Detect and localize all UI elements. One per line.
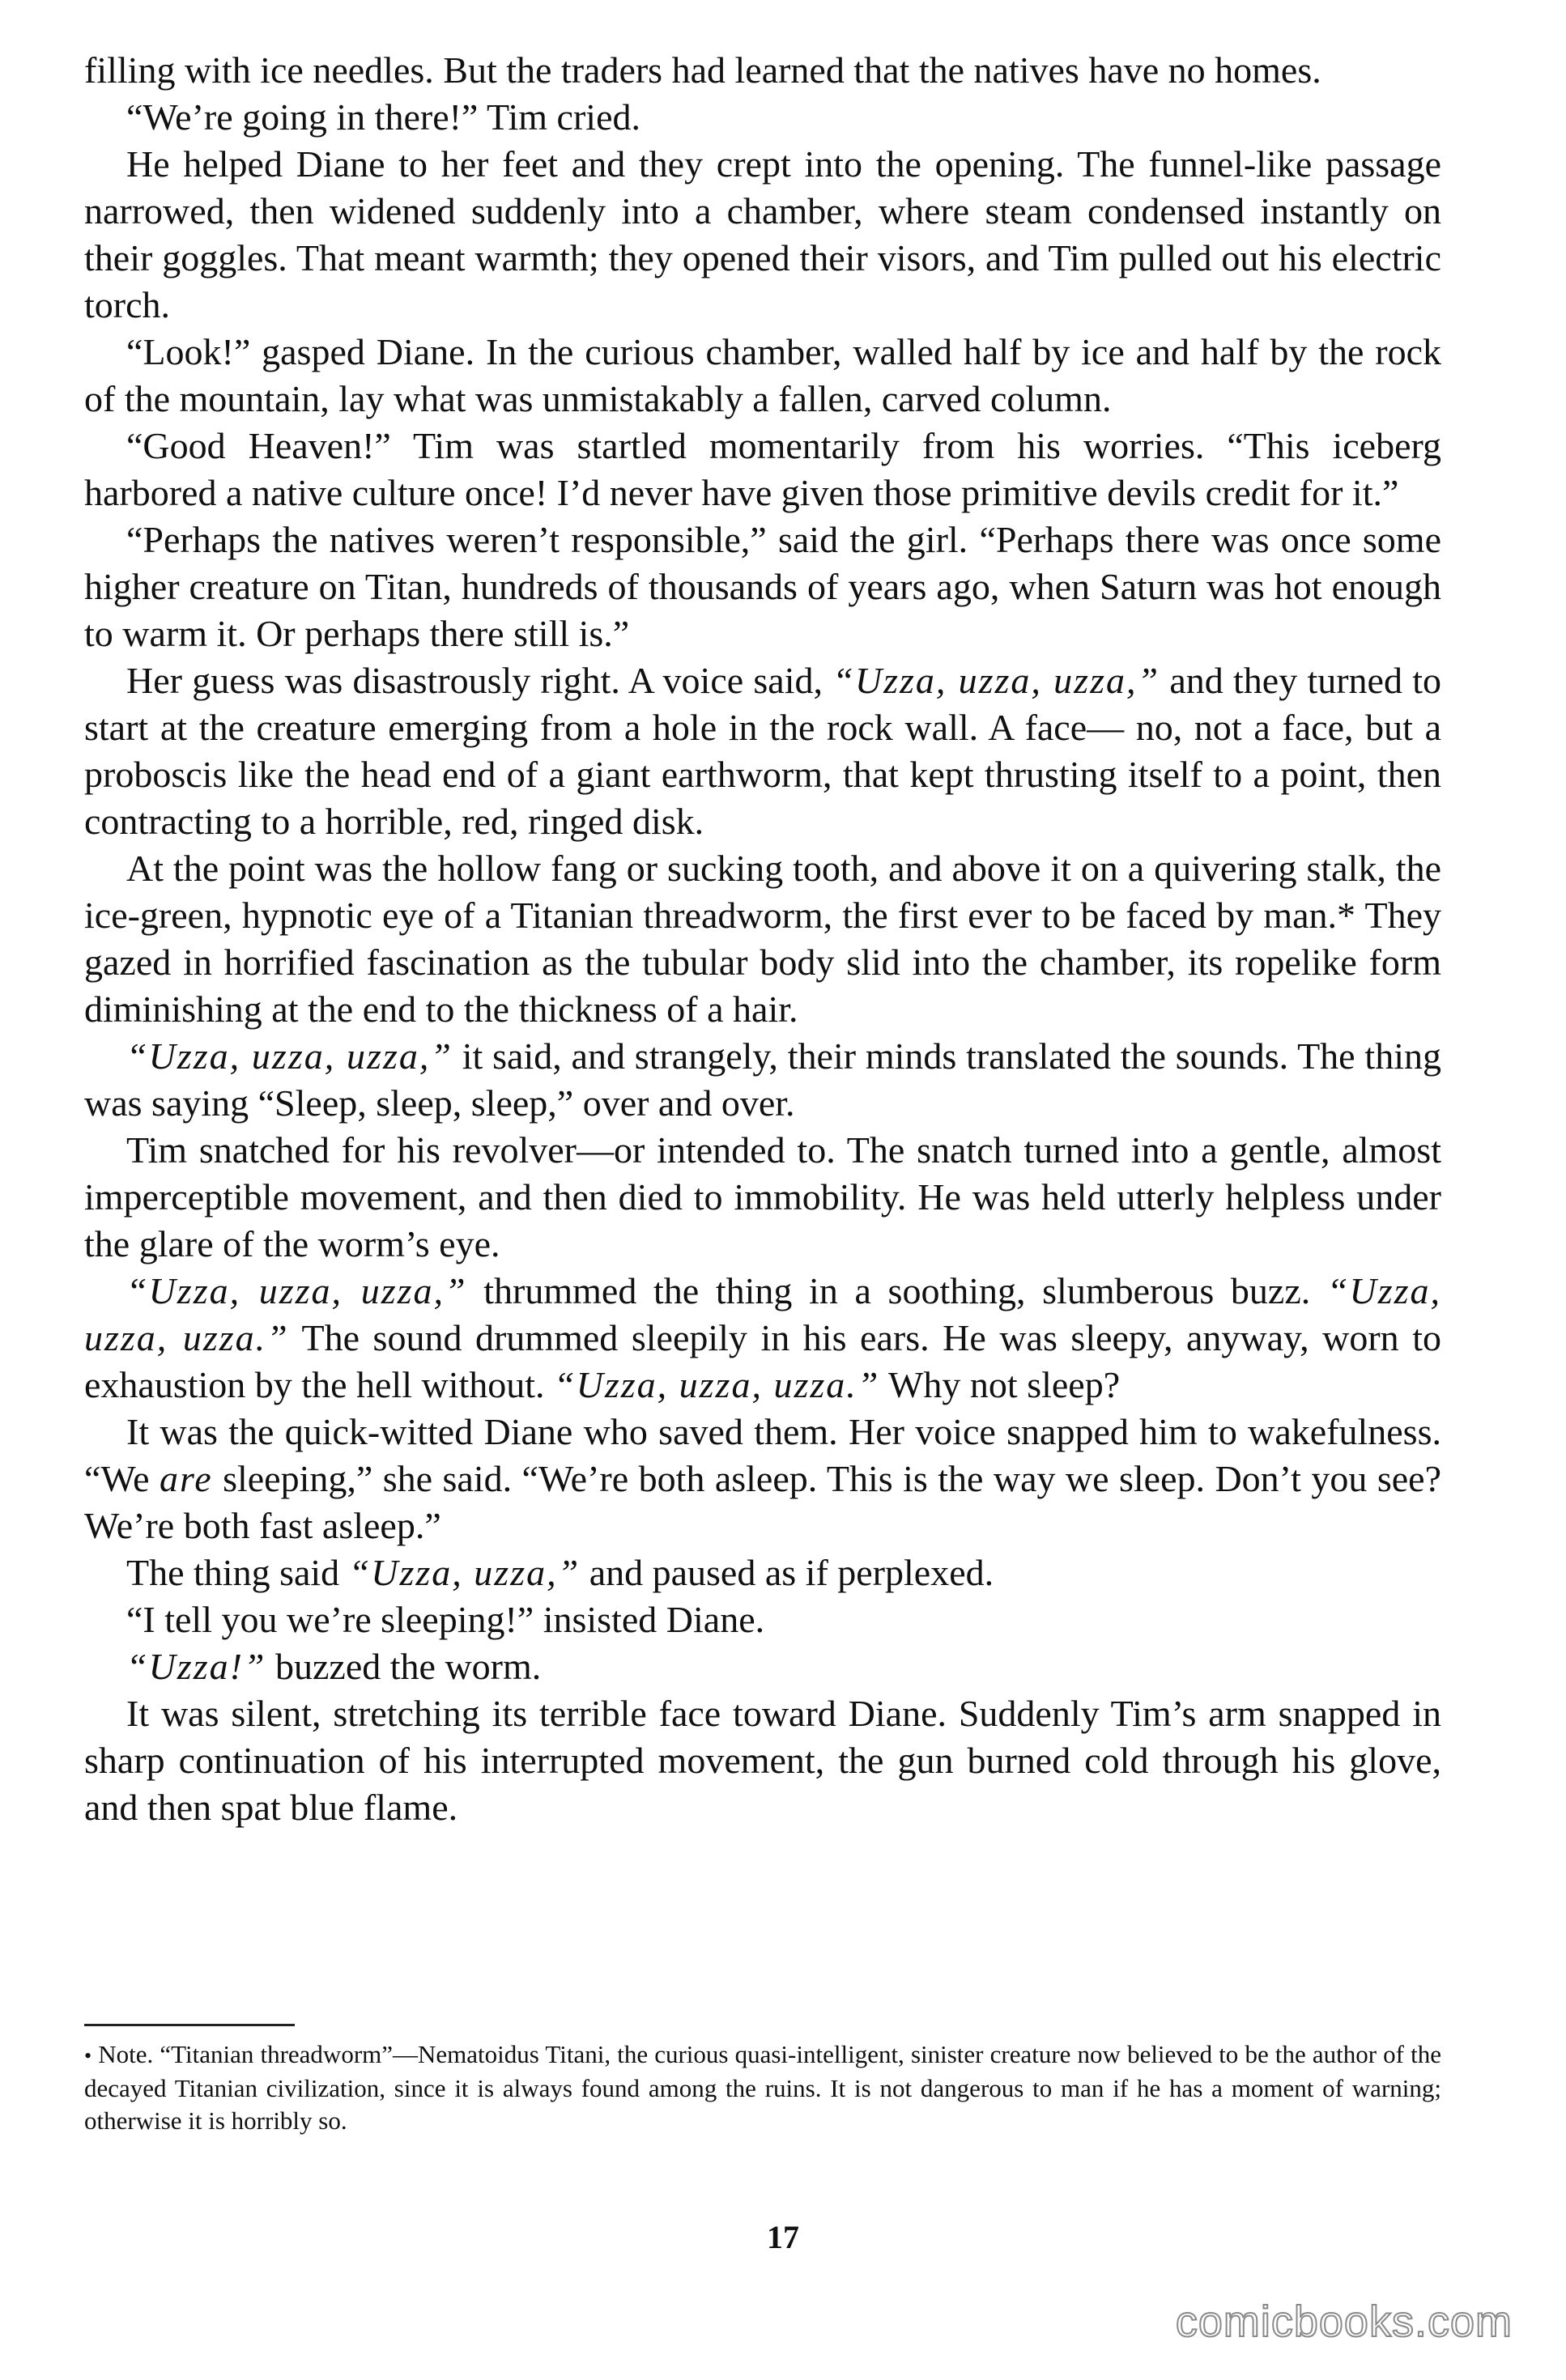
- text-run: thrummed the thing in a soothing, slumberous buzz.: [466, 1270, 1327, 1311]
- paragraph: “Perhaps the natives weren’t responsible,” said the girl. “Perhaps there was once some higher creature on Titan, hundreds of thousands of years ago, when Saturn was hot enough to warm it. Or perhaps there still is.”: [84, 519, 1441, 654]
- italic-run: “Uzza, uzza, uzza,”: [832, 660, 1160, 701]
- italic-run: “Uzza!”: [126, 1646, 266, 1687]
- footnote-bullet-icon: •: [84, 2044, 92, 2068]
- paragraph: [84, 1549, 1441, 1596]
- paragraph: “Good Heaven!” Tim was startled momentarily from his worries. “This iceberg harbored a native culture once! I’d never have given those primitive devils credit for it.”: [84, 425, 1441, 513]
- watermark-logo: comicbooks.com: [1175, 2297, 1513, 2346]
- italic-run: “Uzza, uzza, uzza.”: [554, 1364, 880, 1405]
- text-run: Why not sleep?: [879, 1364, 1121, 1405]
- paragraph: [84, 1033, 1441, 1127]
- footnote-divider: [84, 2024, 295, 2026]
- paragraph: [84, 1409, 1441, 1549]
- text-run: The thing said: [126, 1552, 349, 1593]
- italic-run: are: [160, 1458, 213, 1499]
- paragraph: It was silent, stretching its terrible face toward Diane. Suddenly Tim’s arm snapped in sharp continuation of his interrupted movement, the gun burned cold through his glove, and then spat blue flame.: [84, 1693, 1441, 1828]
- text-run: The sound drummed sleepily in his ears. He was sleepy, anyway, worn to exhaustion by the hell without.: [84, 1317, 1441, 1405]
- italic-run: “Uzza, uzza, uzza,”: [126, 1270, 467, 1311]
- text-run: and they turned to start at the creature emerging from a hole in the rock wall. A face— no, not a face, but a proboscis like the head end of a giant earthworm, that kept thrusting itself to a point, then contracting to a horrible, red, ringed disk.: [84, 660, 1442, 842]
- paragraph: “I tell you we’re sleeping!” insisted Diane.: [126, 1599, 765, 1640]
- paragraph: [84, 1268, 1441, 1409]
- paragraph: “We’re going in there!” Tim cried.: [126, 96, 640, 138]
- text-run: it said, and strangely, their minds translated the sounds. The thing was saying “Sleep, sleep, sleep,” over and over.: [84, 1035, 1441, 1124]
- paragraph: “Look!” gasped Diane. In the curious chamber, walled half by ice and half by the rock of the mountain, lay what was unmistakably a fallen, carved column.: [84, 331, 1441, 419]
- text-run: buzzed the worm.: [266, 1646, 542, 1687]
- paragraph: filling with ice needles. But the traders had learned that the natives have no homes.: [84, 49, 1321, 91]
- paragraph: Tim snatched for his revolver—or intended to. The snatch turned into a gentle, almost imperceptible movement, and then died to immobility. He was held utterly helpless under the glare of the worm’s eye.: [84, 1129, 1441, 1264]
- text-run: sleeping,” she said. “We’re both asleep. This is the way we sleep. Don’t you see? We’re both fast asleep.”: [84, 1458, 1441, 1546]
- text-run: It was the quick-witted Diane who saved them. Her voice snapped him to wakefulness. “We: [84, 1411, 1441, 1499]
- text-run: and paused as if perplexed.: [580, 1552, 994, 1593]
- paragraph: [84, 1643, 1441, 1690]
- footnote-text: Note. “Titanian threadworm”—Nematoidus Titani, the curious quasi-intelligent, sinister creature now believed to be the author of the decayed Titanian civilization, since it is always found among the ruins. It is not dangerous to man if he has a moment of warning; otherwise it is horribly so.: [84, 2040, 1441, 2135]
- italic-run: “Uzza, uzza, uzza.”: [84, 1270, 1441, 1358]
- text-run: Her guess was disastrously right. A voice said,: [126, 660, 833, 701]
- paragraph: He helped Diane to her feet and they crept into the opening. The funnel-like passage narrowed, then widened suddenly into a chamber, where steam condensed instantly on their goggles. That meant warmth; they opened their visors, and Tim pulled out his electric torch.: [84, 143, 1441, 325]
- footnote: [84, 2038, 1441, 2137]
- paragraph: At the point was the hollow fang or sucking tooth, and above it on a quivering stalk, the ice-green, hypnotic eye of a Titanian threadworm, the first ever to be faced by man.* They gazed in horrified fascination as the tubular body slid into the chamber, its ropelike form diminishing at the end to the thickness of a hair.: [84, 848, 1441, 1030]
- body-text: [84, 47, 1441, 1831]
- italic-run: “Uzza, uzza, uzza,”: [126, 1035, 453, 1077]
- page-number: 17: [767, 2219, 799, 2255]
- italic-run: “Uzza, uzza,”: [348, 1552, 581, 1593]
- paragraph: [84, 657, 1441, 845]
